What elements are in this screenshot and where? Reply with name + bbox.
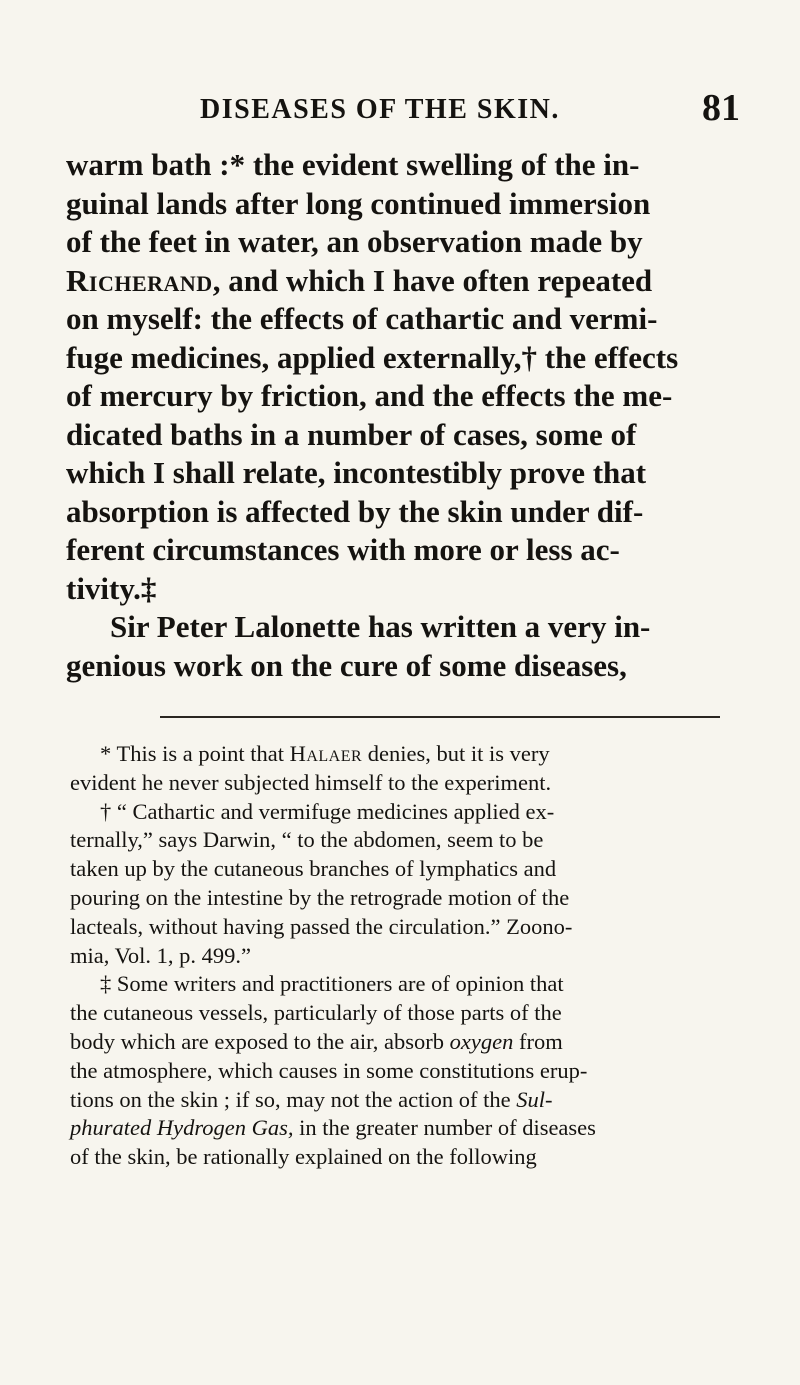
footnote-line-13: [70, 1086, 750, 1115]
body-line-9: which I shall relate, incontestibly prove that: [66, 455, 647, 490]
running-head: [200, 87, 740, 144]
body-line-2: guinal lands after long continued immersion: [66, 185, 651, 221]
footnote-line-11-lead: body which are exposed to the air, absorb: [70, 1028, 450, 1054]
term-oxygen: oxygen: [449, 1028, 514, 1054]
body-text: [66, 146, 746, 685]
body-line-12: tivity.‡: [66, 570, 157, 606]
author-name-richerand: Richerand: [66, 262, 213, 298]
footnote-line-9: ‡ Some writers and practitioners are of opinion that: [100, 971, 564, 997]
body-line-1: warm bath :* the evident swelling of the in-: [66, 147, 640, 182]
footnote-line-10: the cutaneous vessels, particularly of those parts of the: [70, 1000, 562, 1026]
footnote-line-1: [70, 740, 750, 769]
running-title: DISEASES OF THE SKIN.: [200, 94, 560, 125]
footnote-line-6: pouring on the intestine by the retrograde motion of the: [70, 884, 570, 910]
author-name-halaer: Halaer: [289, 741, 363, 766]
footnote-line-13-lead: tions on the skin ; if so, may not the action of the: [70, 1086, 517, 1112]
footnotes: [70, 740, 750, 1172]
body-line-7: of mercury by friction, and the effects the me-: [66, 378, 673, 413]
footnote-line-1-lead: * This is a point that: [100, 741, 290, 766]
footnote-line-11: [70, 1028, 750, 1057]
footnote-line-8: mia, Vol. 1, p. 499.”: [70, 942, 252, 968]
body-line-11: ferent circumstances with more or less ac-: [66, 532, 620, 567]
footnote-rule: [160, 716, 720, 718]
body-line-4: [66, 262, 746, 301]
footnote-line-15: of the skin, be rationally explained on the following: [70, 1144, 537, 1170]
footnote-line-3: † “ Cathartic and vermifuge medicines applied ex-: [100, 798, 555, 824]
footnote-line-14-rest: in the greater number of diseases: [293, 1115, 596, 1141]
footnote-line-14: [70, 1114, 750, 1143]
body-line-3: of the feet in water, an observation made by: [66, 224, 643, 259]
body-line-13: Sir Peter Lalonette has written a very in-: [110, 609, 651, 644]
footnote-line-4: ternally,” says Darwin, “ to the abdomen, seem to be: [70, 827, 544, 853]
body-line-10: absorption is affected by the skin under dif-: [66, 493, 644, 529]
body-line-5: on myself: the effects of cathartic and vermi-: [66, 301, 658, 336]
page-number: 81: [702, 87, 740, 129]
body-line-8: dicated baths in a number of cases, some of: [66, 416, 637, 452]
body-line-4-rest: , and which I have often repeated: [212, 262, 653, 298]
footnote-line-12: the atmosphere, which causes in some constitutions erup-: [70, 1057, 588, 1083]
footnote-line-1-rest: denies, but it is very: [362, 741, 550, 766]
body-line-14: genious work on the cure of some diseases,: [66, 647, 627, 683]
term-sulphurated-start: Sul-: [516, 1086, 553, 1112]
footnote-line-11-rest: from: [513, 1028, 563, 1054]
term-sulphurated-hydrogen-gas: phurated Hydrogen Gas,: [70, 1115, 294, 1141]
footnote-line-7: lacteals, without having passed the circulation.” Zoono-: [70, 913, 573, 939]
footnote-line-5: taken up by the cutaneous branches of lymphatics and: [70, 856, 557, 882]
body-line-6: fuge medicines, applied externally,† the effects: [66, 339, 679, 375]
footnote-line-2: evident he never subjected himself to the experiment.: [70, 769, 552, 795]
